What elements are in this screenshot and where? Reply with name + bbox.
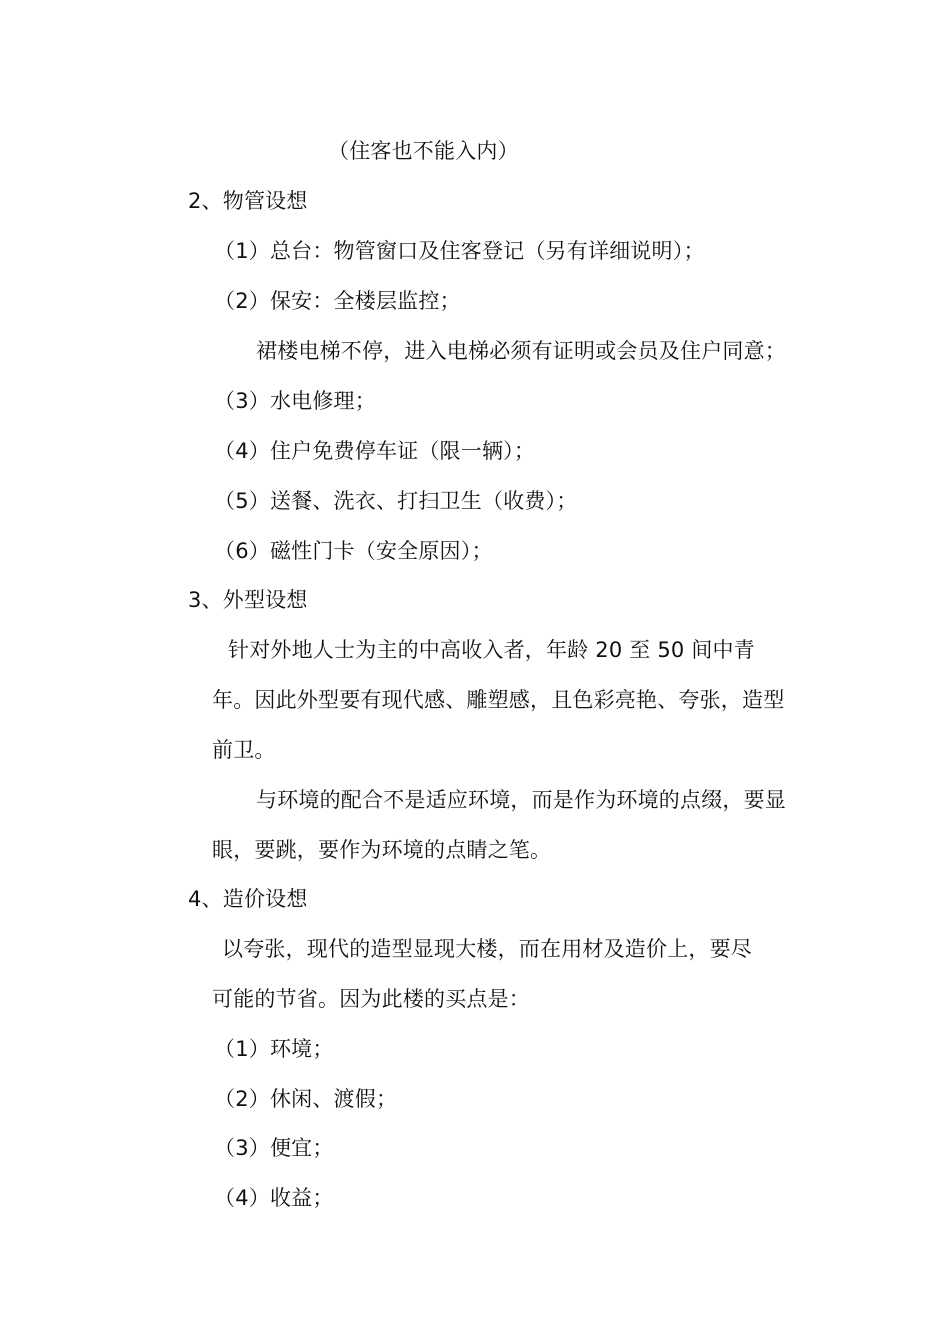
list-item: （1）总台：物管窗口及住客登记（另有详细说明）； [214, 239, 705, 263]
list-item: （6）磁性门卡（安全原因）； [214, 539, 493, 563]
list-item: （3）便宜； [214, 1136, 334, 1160]
list-item: （4）收益； [214, 1186, 334, 1210]
paragraph-line: 针对外地人士为主的中高收入者，年龄 20 至 50 间中青 [228, 638, 755, 662]
list-item: （1）环境； [214, 1037, 334, 1061]
list-item: （2）休闲、渡假； [214, 1087, 398, 1111]
paragraph-line: 可能的节省。因为此楼的买点是： [212, 987, 530, 1011]
paragraph-line: 前卫。 [212, 738, 276, 762]
section-heading: 4、造价设想 [188, 887, 308, 911]
section-heading: 2、物管设想 [188, 189, 308, 213]
paragraph-line: 眼，要跳，要作为环境的点睛之笔。 [212, 838, 552, 862]
paragraph-line: 与环境的配合不是适应环境，而是作为环境的点缀，要显 [256, 788, 786, 812]
list-item: （2）保安：全楼层监控； [214, 289, 461, 313]
list-item: （3）水电修理； [214, 389, 376, 413]
list-item: （5）送餐、洗衣、打扫卫生（收费）； [214, 489, 578, 513]
paragraph-line: 以夸张，现代的造型显现大楼，而在用材及造价上，要尽 [222, 937, 752, 961]
text-line: 裙楼电梯不停，进入电梯必须有证明或会员及住户同意； [256, 339, 786, 363]
section-heading: 3、外型设想 [188, 588, 308, 612]
list-item: （4）住户免费停车证（限一辆）； [214, 439, 536, 463]
text-line: （住客也不能入内） [328, 139, 519, 163]
paragraph-line: 年。因此外型要有现代感、雕塑感，且色彩亮艳、夸张，造型 [212, 688, 785, 712]
